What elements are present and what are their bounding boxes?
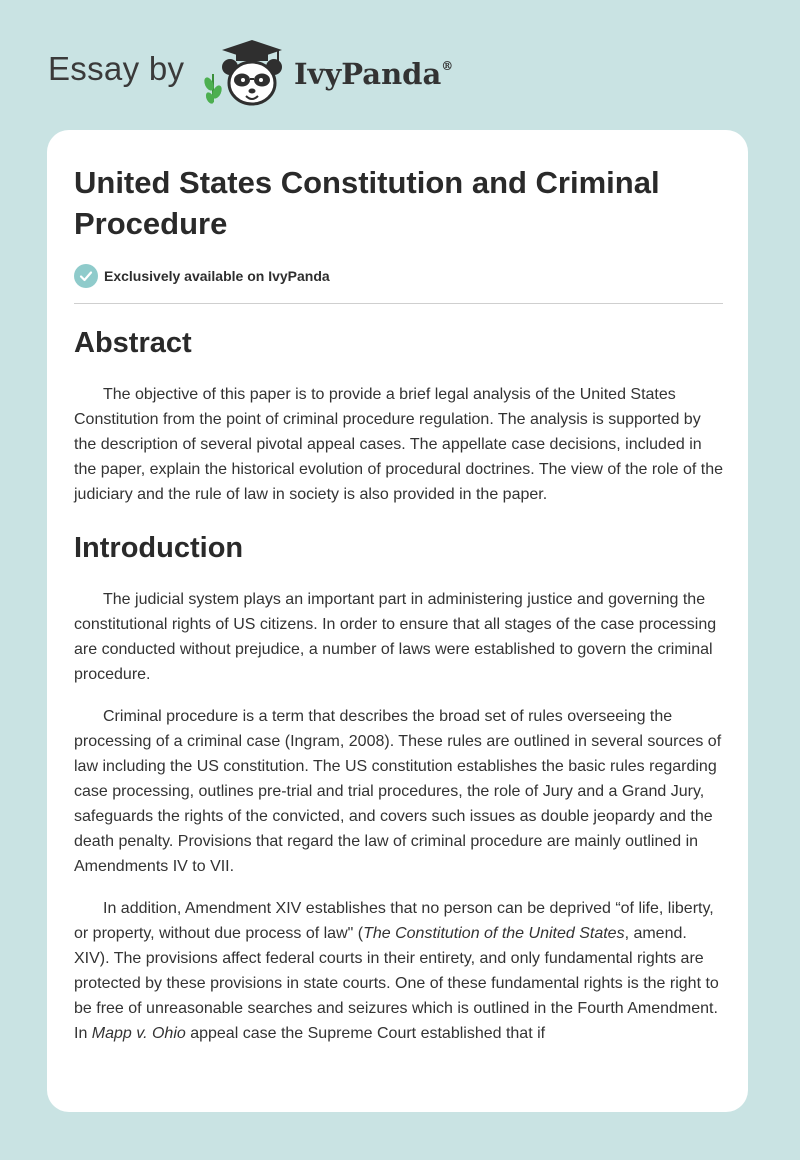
exclusive-badge bbox=[74, 264, 330, 288]
leaf-icon bbox=[202, 74, 223, 105]
paragraph: Criminal procedure is a term that describes the broad set of rules overseeing the processing of a criminal case (Ingram, 2008). These rules are outlined in several sources of law including the US constitution. The US constitution establishes the basic rules regarding case processing, outlines pre-trial and trial procedures, the role of Jury and a Grand Jury, safeguards the rights of the convicted, and covers such issues as double jeopardy and the death penalty. Provisions that regard the law of criminal procedure are mainly outlined in Amendments IV to VII. bbox=[74, 708, 722, 875]
site-header bbox=[48, 36, 748, 116]
essay-card bbox=[47, 130, 748, 1112]
paragraph: The objective of this paper is to provide a brief legal analysis of the United States Constitution from the point of criminal procedure regulation. The analysis is supported by the description of several pivotal appeal cases. The appellate case decisions, included in the paper, explain the historical evolution of procedural doctrines. The view of the role of the judiciary and the rule of law in society is also provided in the paper. bbox=[74, 386, 723, 503]
divider bbox=[74, 303, 723, 304]
brand-name[interactable]: IvyPanda® bbox=[294, 57, 454, 91]
paragraph bbox=[74, 896, 724, 1046]
paragraph: The judicial system plays an important part in administering justice and governing the constitutional rights of US citizens. In order to ensure that all stages of the case processing are conducted without prejudice, a number of laws were established to govern the criminal procedure. bbox=[74, 591, 717, 683]
check-circle-icon bbox=[74, 264, 98, 288]
paragraph-text: In addition, Amendment XIV establishes that no person can be deprived “of life, liberty, or property, without due process of law" ( bbox=[74, 900, 714, 942]
exclusive-label: Exclusively available on IvyPanda bbox=[104, 268, 330, 284]
paragraph-text: appeal case the Supreme Court established that if bbox=[185, 1025, 546, 1042]
paragraph-text: , amend. XIV). The provisions affect federal courts in their entirety, and only fundamental rights are protected by these provisions in state courts. One of these fundamental rights is the right to be free of unreasonable searches and seizures which is outlined in the Fourth Amendment. In bbox=[74, 925, 719, 1042]
section-heading-abstract: Abstract bbox=[74, 327, 192, 359]
section-heading-introduction: Introduction bbox=[74, 532, 244, 564]
page-title: United States Constitution and Criminal Procedure bbox=[74, 165, 660, 241]
panda-logo-icon[interactable] bbox=[202, 36, 286, 108]
essay-by-label: Essay by bbox=[48, 50, 185, 87]
case-name: Mapp v. Ohio bbox=[91, 1025, 186, 1042]
citation-title: The Constitution of the United States bbox=[363, 925, 625, 942]
essay-body bbox=[74, 326, 724, 1063]
